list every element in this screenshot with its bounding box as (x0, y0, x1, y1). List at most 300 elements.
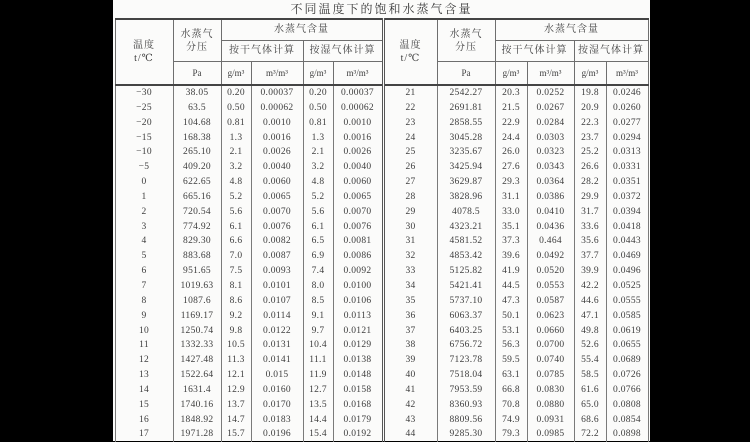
cell-temperature: 32 (383, 249, 437, 264)
cell-wet-m3: 0.00062 (333, 101, 383, 116)
cell-vapor-pressure: 8360.93 (437, 398, 495, 413)
unit-g-per-m3: g/m³ (221, 62, 251, 86)
cell-dry-m3: 0.0122 (251, 324, 303, 339)
cell-wet-m3: 0.0065 (333, 190, 383, 205)
cell-wet-g: 22.3 (574, 116, 606, 131)
cell-dry-g: 41.9 (495, 264, 527, 279)
cell-temperature: 28 (383, 190, 437, 205)
cell-wet-g: 11.1 (303, 353, 333, 368)
cell-temperature: 43 (383, 413, 437, 428)
cell-dry-m3: 0.0010 (251, 116, 303, 131)
cell-wet-m3: 0.0086 (333, 249, 383, 264)
cell-dry-g: 59.5 (495, 353, 527, 368)
cell-wet-g: 33.6 (574, 220, 606, 235)
cell-temperature: 16 (115, 413, 173, 428)
cell-wet-m3: 0.0106 (333, 294, 383, 309)
cell-wet-g: 4.8 (303, 175, 333, 190)
cell-dry-m3: 0.015 (251, 368, 303, 383)
col-header-temperature-right (383, 19, 437, 85)
cell-dry-g: 5.6 (221, 205, 251, 220)
cell-dry-m3: 0.0740 (527, 353, 574, 368)
cell-vapor-pressure: 38.05 (173, 85, 221, 101)
cell-dry-m3: 0.0183 (251, 413, 303, 428)
cell-dry-g: 33.0 (495, 205, 527, 220)
cell-wet-g: 8.0 (303, 279, 333, 294)
cell-wet-g: 65.0 (574, 398, 606, 413)
unit-pa-right: Pa (437, 62, 495, 86)
cell-vapor-pressure: 6403.25 (437, 324, 495, 339)
cell-temperature: 39 (383, 353, 437, 368)
cell-dry-g: 21.5 (495, 101, 527, 116)
cell-wet-g: 23.7 (574, 131, 606, 146)
col-header-dry-basis: 按干气体计算 (221, 41, 303, 62)
cell-dry-g: 0.50 (221, 101, 251, 116)
cell-vapor-pressure: 774.92 (173, 220, 221, 235)
cell-temperature: 35 (383, 294, 437, 309)
cell-vapor-pressure: 1740.16 (173, 398, 221, 413)
cell-wet-m3: 0.0585 (606, 309, 648, 324)
cell-wet-g: 29.9 (574, 190, 606, 205)
cell-wet-m3: 0.0808 (606, 398, 648, 413)
cell-dry-g: 66.8 (495, 383, 527, 398)
unit-m3-per-m3: m³/m³ (333, 62, 383, 86)
cell-dry-m3: 0.0107 (251, 294, 303, 309)
cell-temperature: −20 (115, 116, 173, 131)
cell-wet-m3: 0.0121 (333, 324, 383, 339)
cell-dry-g: 4.8 (221, 175, 251, 190)
scanned-page (113, 0, 650, 441)
cell-dry-g: 0.20 (221, 85, 251, 101)
table-row (115, 324, 648, 339)
cell-dry-g: 47.3 (495, 294, 527, 309)
cell-wet-m3: 0.0655 (606, 338, 648, 353)
cell-vapor-pressure: 4323.21 (437, 220, 495, 235)
cell-dry-g: 31.1 (495, 190, 527, 205)
cell-wet-g: 25.2 (574, 145, 606, 160)
cell-vapor-pressure: 3828.96 (437, 190, 495, 205)
cell-wet-g: 8.5 (303, 294, 333, 309)
cell-dry-g: 6.6 (221, 234, 251, 249)
cell-dry-m3: 0.0700 (527, 338, 574, 353)
cell-temperature: 44 (383, 427, 437, 442)
cell-wet-m3: 0.0313 (606, 145, 648, 160)
cell-dry-m3: 0.0160 (251, 383, 303, 398)
cell-dry-m3: 0.0082 (251, 234, 303, 249)
cell-wet-m3: 0.0351 (606, 175, 648, 190)
table-row (115, 353, 648, 368)
cell-dry-g: 29.3 (495, 175, 527, 190)
cell-wet-m3: 0.0179 (333, 413, 383, 428)
unit-g-per-m3: g/m³ (495, 62, 527, 86)
cell-dry-m3: 0.0196 (251, 427, 303, 442)
cell-dry-m3: 0.0553 (527, 279, 574, 294)
cell-dry-m3: 0.0830 (527, 383, 574, 398)
cell-dry-m3: 0.0101 (251, 279, 303, 294)
cell-dry-g: 13.7 (221, 398, 251, 413)
cell-vapor-pressure: 4078.5 (437, 205, 495, 220)
cell-dry-g: 56.3 (495, 338, 527, 353)
cell-temperature: 14 (115, 383, 173, 398)
cell-wet-g: 1.3 (303, 131, 333, 146)
cell-wet-g: 9.7 (303, 324, 333, 339)
cell-dry-m3: 0.0492 (527, 249, 574, 264)
cell-dry-g: 24.4 (495, 131, 527, 146)
cell-dry-g: 79.3 (495, 427, 527, 442)
cell-dry-g: 50.1 (495, 309, 527, 324)
header-row-units (115, 62, 648, 86)
cell-vapor-pressure: 720.54 (173, 205, 221, 220)
cell-wet-g: 39.9 (574, 264, 606, 279)
cell-vapor-pressure: 3425.94 (437, 160, 495, 175)
cell-dry-m3: 0.0170 (251, 398, 303, 413)
pressure-label-2: 分压 (186, 41, 208, 53)
cell-wet-m3: 0.0260 (606, 101, 648, 116)
cell-wet-m3: 0.0277 (606, 116, 648, 131)
cell-dry-g: 14.7 (221, 413, 251, 428)
temperature-label: 温度 (133, 40, 155, 51)
cell-temperature: −30 (115, 85, 173, 101)
cell-dry-m3: 0.0931 (527, 413, 574, 428)
temperature-unit: t/℃ (134, 53, 154, 64)
cell-dry-g: 8.6 (221, 294, 251, 309)
cell-wet-g: 61.6 (574, 383, 606, 398)
cell-dry-g: 35.1 (495, 220, 527, 235)
table-row (115, 368, 648, 383)
cell-dry-g: 12.1 (221, 368, 251, 383)
cell-wet-g: 0.81 (303, 116, 333, 131)
cell-temperature: 22 (383, 101, 437, 116)
cell-vapor-pressure: 1427.48 (173, 353, 221, 368)
table-row (115, 131, 648, 146)
col-header-wet-basis: 按湿气体计算 (303, 41, 383, 62)
col-header-vapor-pressure (173, 19, 221, 62)
cell-temperature: −15 (115, 131, 173, 146)
cell-dry-g: 1.3 (221, 131, 251, 146)
unit-pa: Pa (173, 62, 221, 86)
cell-temperature: 30 (383, 220, 437, 235)
cell-dry-g: 3.2 (221, 160, 251, 175)
cell-dry-m3: 0.0303 (527, 131, 574, 146)
cell-vapor-pressure: 1631.4 (173, 383, 221, 398)
cell-wet-m3: 0.0168 (333, 398, 383, 413)
cell-dry-m3: 0.0660 (527, 324, 574, 339)
cell-wet-m3: 0.0070 (333, 205, 383, 220)
cell-dry-g: 0.81 (221, 116, 251, 131)
cell-vapor-pressure: 7518.04 (437, 368, 495, 383)
cell-temperature: 6 (115, 264, 173, 279)
cell-vapor-pressure: 6063.37 (437, 309, 495, 324)
cell-temperature: 17 (115, 427, 173, 442)
table-body (115, 85, 648, 442)
cell-temperature: −25 (115, 101, 173, 116)
cell-vapor-pressure: 1848.92 (173, 413, 221, 428)
cell-temperature: 1 (115, 190, 173, 205)
cell-temperature: 12 (115, 353, 173, 368)
cell-temperature: 42 (383, 398, 437, 413)
cell-dry-m3: 0.0026 (251, 145, 303, 160)
cell-vapor-pressure: 63.5 (173, 101, 221, 116)
cell-wet-m3: 0.0246 (606, 85, 648, 101)
table-row (115, 190, 648, 205)
cell-wet-m3: 0.0372 (606, 190, 648, 205)
cell-temperature: 10 (115, 324, 173, 339)
cell-wet-g: 68.6 (574, 413, 606, 428)
cell-temperature: 25 (383, 145, 437, 160)
cell-dry-g: 39.6 (495, 249, 527, 264)
cell-dry-m3: 0.0141 (251, 353, 303, 368)
col-header-vapor-pressure-right (437, 19, 495, 62)
cell-vapor-pressure: 7123.78 (437, 353, 495, 368)
table-row (115, 294, 648, 309)
cell-temperature: 23 (383, 116, 437, 131)
cell-dry-m3: 0.0016 (251, 131, 303, 146)
cell-dry-g: 12.9 (221, 383, 251, 398)
cell-dry-m3: 0.0323 (527, 145, 574, 160)
cell-temperature: 26 (383, 160, 437, 175)
cell-temperature: 37 (383, 324, 437, 339)
cell-wet-g: 58.5 (574, 368, 606, 383)
cell-vapor-pressure: 2542.27 (437, 85, 495, 101)
cell-dry-m3: 0.0076 (251, 220, 303, 235)
cell-vapor-pressure: 3045.28 (437, 131, 495, 146)
cell-dry-m3: 0.0065 (251, 190, 303, 205)
cell-wet-g: 3.2 (303, 160, 333, 175)
cell-dry-g: 74.9 (495, 413, 527, 428)
cell-wet-g: 13.5 (303, 398, 333, 413)
cell-temperature: 9 (115, 309, 173, 324)
cell-dry-m3: 0.0587 (527, 294, 574, 309)
cell-wet-m3: 0.0854 (606, 413, 648, 428)
cell-vapor-pressure: 6756.72 (437, 338, 495, 353)
cell-wet-g: 11.9 (303, 368, 333, 383)
table-row (115, 175, 648, 190)
cell-temperature: 40 (383, 368, 437, 383)
cell-vapor-pressure: 665.16 (173, 190, 221, 205)
pressure-label-1: 水蒸气 (180, 28, 214, 40)
cell-wet-m3: 0.0898 (606, 427, 648, 442)
cell-wet-g: 10.4 (303, 338, 333, 353)
cell-dry-g: 9.8 (221, 324, 251, 339)
cell-dry-m3: 0.00062 (251, 101, 303, 116)
cell-temperature: 33 (383, 264, 437, 279)
cell-wet-g: 52.6 (574, 338, 606, 353)
cell-wet-m3: 0.0689 (606, 353, 648, 368)
unit-m3-per-m3: m³/m³ (606, 62, 648, 86)
cell-wet-m3: 0.0726 (606, 368, 648, 383)
cell-wet-m3: 0.0158 (333, 383, 383, 398)
cell-temperature: 29 (383, 205, 437, 220)
temperature-unit: t/℃ (400, 53, 421, 64)
cell-temperature: 24 (383, 131, 437, 146)
cell-dry-m3: 0.0410 (527, 205, 574, 220)
cell-vapor-pressure: 3235.67 (437, 145, 495, 160)
unit-m3-per-m3: m³/m³ (251, 62, 303, 86)
cell-vapor-pressure: 5421.41 (437, 279, 495, 294)
cell-wet-m3: 0.00037 (333, 85, 383, 101)
cell-dry-g: 44.5 (495, 279, 527, 294)
cell-dry-g: 8.1 (221, 279, 251, 294)
cell-vapor-pressure: 1169.17 (173, 309, 221, 324)
cell-dry-m3: 0.0436 (527, 220, 574, 235)
cell-dry-m3: 0.0070 (251, 205, 303, 220)
cell-vapor-pressure: 5125.82 (437, 264, 495, 279)
table-row (115, 145, 648, 160)
cell-wet-g: 28.2 (574, 175, 606, 190)
cell-vapor-pressure: 4581.52 (437, 234, 495, 249)
cell-wet-g: 42.2 (574, 279, 606, 294)
cell-dry-g: 70.8 (495, 398, 527, 413)
cell-wet-g: 35.6 (574, 234, 606, 249)
cell-wet-m3: 0.0016 (333, 131, 383, 146)
unit-g-per-m3: g/m³ (303, 62, 333, 86)
table-row (115, 427, 648, 442)
cell-wet-m3: 0.0294 (606, 131, 648, 146)
cell-wet-g: 0.50 (303, 101, 333, 116)
cell-temperature: 21 (383, 85, 437, 101)
cell-temperature: 7 (115, 279, 173, 294)
cell-dry-m3: 0.0267 (527, 101, 574, 116)
cell-wet-g: 7.4 (303, 264, 333, 279)
cell-dry-g: 2.1 (221, 145, 251, 160)
vapor-content-table (115, 18, 649, 442)
cell-wet-m3: 0.0331 (606, 160, 648, 175)
cell-dry-m3: 0.0785 (527, 368, 574, 383)
cell-dry-m3: 0.0060 (251, 175, 303, 190)
cell-dry-m3: 0.00037 (251, 85, 303, 101)
table-row (115, 264, 648, 279)
cell-dry-m3: 0.0520 (527, 264, 574, 279)
cell-dry-m3: 0.0623 (527, 309, 574, 324)
cell-temperature: 34 (383, 279, 437, 294)
table-row (115, 279, 648, 294)
cell-wet-g: 5.6 (303, 205, 333, 220)
cell-vapor-pressure: 3629.87 (437, 175, 495, 190)
header-row-1 (115, 19, 648, 41)
table-row (115, 85, 648, 101)
cell-wet-g: 9.1 (303, 309, 333, 324)
cell-vapor-pressure: 829.30 (173, 234, 221, 249)
cell-wet-m3: 0.0443 (606, 234, 648, 249)
cell-dry-g: 5.2 (221, 190, 251, 205)
cell-dry-g: 63.1 (495, 368, 527, 383)
cell-dry-m3: 0.0087 (251, 249, 303, 264)
cell-wet-g: 6.5 (303, 234, 333, 249)
cell-wet-m3: 0.0060 (333, 175, 383, 190)
cell-wet-m3: 0.0619 (606, 324, 648, 339)
cell-temperature: 38 (383, 338, 437, 353)
cell-wet-g: 72.2 (574, 427, 606, 442)
cell-dry-g: 27.6 (495, 160, 527, 175)
cell-dry-m3: 0.0364 (527, 175, 574, 190)
cell-dry-g: 15.7 (221, 427, 251, 442)
cell-dry-m3: 0.0093 (251, 264, 303, 279)
cell-vapor-pressure: 1971.28 (173, 427, 221, 442)
cell-wet-m3: 0.0138 (333, 353, 383, 368)
cell-dry-m3: 0.0343 (527, 160, 574, 175)
cell-wet-m3: 0.0026 (333, 145, 383, 160)
cell-wet-m3: 0.0081 (333, 234, 383, 249)
cell-wet-g: 26.6 (574, 160, 606, 175)
table-row (115, 205, 648, 220)
page-title: 不同温度下的饱和水蒸气含量 (290, 2, 473, 16)
cell-dry-g: 20.3 (495, 85, 527, 101)
table-row (115, 116, 648, 131)
col-header-wet-basis-right: 按湿气体计算 (574, 41, 648, 62)
cell-wet-g: 5.2 (303, 190, 333, 205)
cell-wet-m3: 0.0148 (333, 368, 383, 383)
cell-vapor-pressure: 2858.55 (437, 116, 495, 131)
cell-dry-g: 7.0 (221, 249, 251, 264)
table-row (115, 309, 648, 324)
cell-dry-g: 7.5 (221, 264, 251, 279)
table-row (115, 383, 648, 398)
cell-dry-g: 6.1 (221, 220, 251, 235)
cell-temperature: 8 (115, 294, 173, 309)
cell-wet-g: 31.7 (574, 205, 606, 220)
cell-temperature: 2 (115, 205, 173, 220)
table-row (115, 220, 648, 235)
cell-dry-m3: 0.0284 (527, 116, 574, 131)
cell-wet-m3: 0.0010 (333, 116, 383, 131)
cell-dry-m3: 0.464 (527, 234, 574, 249)
table-row (115, 398, 648, 413)
cell-vapor-pressure: 9285.30 (437, 427, 495, 442)
cell-wet-m3: 0.0100 (333, 279, 383, 294)
cell-vapor-pressure: 265.10 (173, 145, 221, 160)
cell-vapor-pressure: 1019.63 (173, 279, 221, 294)
cell-temperature: −5 (115, 160, 173, 175)
cell-vapor-pressure: 8809.56 (437, 413, 495, 428)
cell-vapor-pressure: 1250.74 (173, 324, 221, 339)
pressure-label-1: 水蒸气 (449, 28, 483, 40)
temperature-label: 温度 (399, 40, 422, 51)
cell-temperature: 31 (383, 234, 437, 249)
cell-temperature: 41 (383, 383, 437, 398)
cell-wet-g: 19.8 (574, 85, 606, 101)
cell-dry-g: 26.0 (495, 145, 527, 160)
cell-temperature: 0 (115, 175, 173, 190)
cell-vapor-pressure: 409.20 (173, 160, 221, 175)
cell-wet-m3: 0.0040 (333, 160, 383, 175)
cell-wet-g: 20.9 (574, 101, 606, 116)
cell-wet-g: 44.6 (574, 294, 606, 309)
cell-dry-m3: 0.0040 (251, 160, 303, 175)
cell-wet-m3: 0.0394 (606, 205, 648, 220)
table-row (115, 413, 648, 428)
cell-wet-m3: 0.0766 (606, 383, 648, 398)
table-row (115, 338, 648, 353)
cell-temperature: 11 (115, 338, 173, 353)
cell-wet-g: 49.8 (574, 324, 606, 339)
cell-wet-m3: 0.0113 (333, 309, 383, 324)
unit-m3-per-m3: m³/m³ (527, 62, 574, 86)
cell-wet-g: 55.4 (574, 353, 606, 368)
table-row (115, 234, 648, 249)
cell-dry-m3: 0.0114 (251, 309, 303, 324)
cell-vapor-pressure: 951.65 (173, 264, 221, 279)
cell-dry-m3: 0.0252 (527, 85, 574, 101)
cell-dry-g: 10.5 (221, 338, 251, 353)
cell-dry-m3: 0.0985 (527, 427, 574, 442)
cell-wet-g: 14.4 (303, 413, 333, 428)
col-header-vapor-content: 水蒸气含量 (221, 19, 383, 41)
cell-temperature: 27 (383, 175, 437, 190)
cell-wet-g: 15.4 (303, 427, 333, 442)
cell-dry-g: 11.3 (221, 353, 251, 368)
pressure-label-2: 分压 (455, 41, 477, 53)
table-row (115, 249, 648, 264)
cell-wet-m3: 0.0525 (606, 279, 648, 294)
